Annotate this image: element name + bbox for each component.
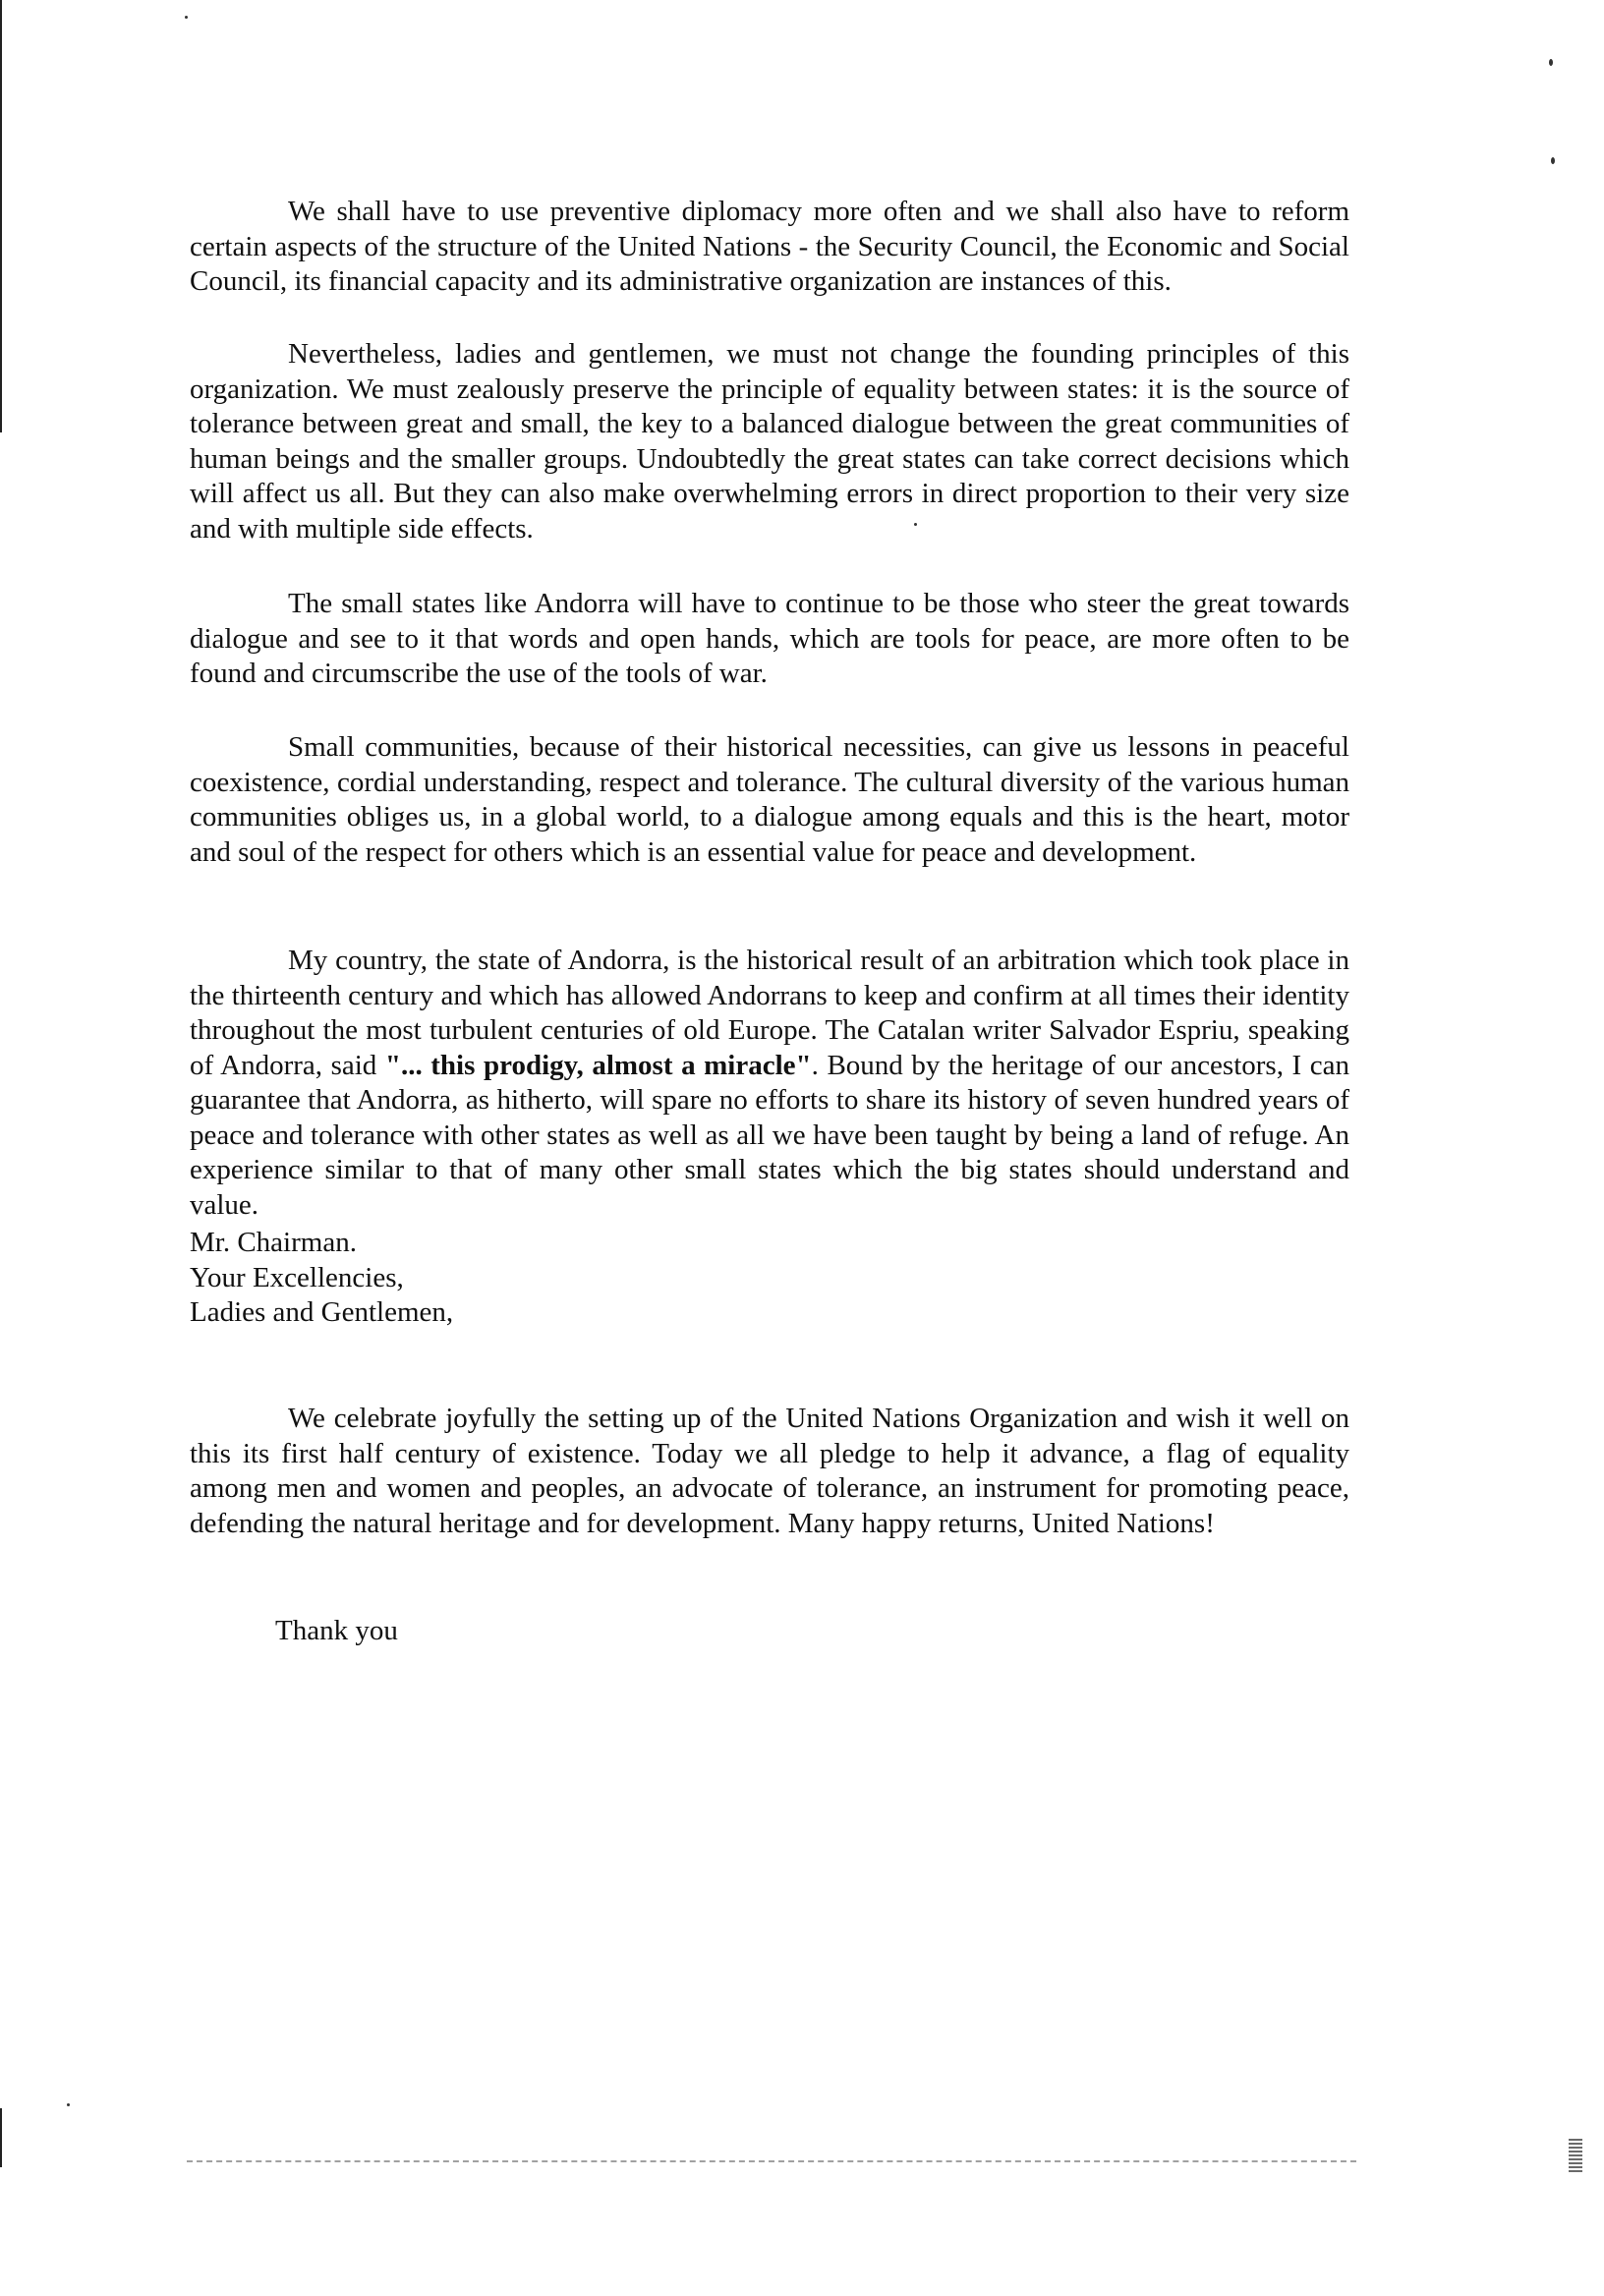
closing-thank-you: Thank you bbox=[275, 1615, 398, 1646]
scan-margin-line-top bbox=[0, 0, 2, 432]
salutation-excellencies: Your Excellencies, bbox=[190, 1261, 404, 1293]
espriu-quote: "... this prodigy, almost a miracle" bbox=[384, 1049, 812, 1081]
scan-bottom-dotted-line bbox=[187, 2160, 1356, 2162]
andorra-text-before: My country, the state of Andorra, is the historical result of an arbitration which took place in the thirteenth century and which has allowed Andorrans to keep and confirm at all times their identity throughout the most turbulent centuries of old Europe. The Catalan writer Salvador Espriu, speaking of Andorra, said bbox=[190, 945, 1349, 1081]
scan-margin-line-bottom bbox=[0, 2108, 2, 2167]
paragraph-andorra-history bbox=[190, 944, 1349, 1223]
paragraph-small-states: The small states like Andorra will have to continue to be those who steer the great towards dialogue and see to it that words and open hands, which are tools for peace, are more often to be found and circumscribe the use of the tools of war. bbox=[190, 588, 1349, 689]
scan-speck bbox=[185, 16, 188, 19]
paragraph-founding-principles: Nevertheless, ladies and gentlemen, we must not change the founding principles of this organization. We must zealously preserve the principle of equality between states: it is the source of tolerance between great and small, the key to a balanced dialogue between the great communities of human beings and the smaller groups. Undoubtedly the great states can take correct decisions which will affect us all. But they can also make overwhelming errors in direct proportion to their very size and with multiple side effects. bbox=[190, 338, 1349, 545]
scan-speck bbox=[67, 2103, 70, 2106]
andorra-text-after: . Bound by the heritage of our ancestors, I can guarantee that Andorra, as hitherto, will spare no efforts to share its history of seven hundred years of peace and tolerance with other states as well as all we have been taught by being a land of refuge. An experience similar to that of many other small states which the big states should understand and value. bbox=[190, 1049, 1349, 1221]
paragraph-reform: We shall have to use preventive diplomacy more often and we shall also have to reform certain aspects of the structure of the United Nations - the Security Council, the Economic and Social Council, its financial capacity and its administrative organization are instances of this. bbox=[190, 196, 1349, 297]
paragraph-celebration: We celebrate joyfully the setting up of the United Nations Organization and wish it well on this its first half century of existence. Today we all pledge to help it advance, a flag of equality among men and women and peoples, an advocate of tolerance, an instrument for promoting peace, defending the natural heritage and for development. Many happy returns, United Nations! bbox=[190, 1403, 1349, 1539]
scan-speck bbox=[1551, 157, 1555, 164]
scan-speck bbox=[1549, 59, 1553, 66]
salutation-chairman: Mr. Chairman. bbox=[190, 1227, 357, 1258]
salutation-block bbox=[190, 1226, 453, 1331]
salutation-ladies-gentlemen: Ladies and Gentlemen, bbox=[190, 1296, 454, 1328]
scan-corner-mark bbox=[1569, 2139, 1582, 2172]
paragraph-small-communities: Small communities, because of their historical necessities, can give us lessons in peaceful coexistence, cordial understanding, respect and tolerance. The cultural diversity of the various human communities obliges us, in a global world, to a dialogue among equals and this is the heart, motor and soul of the respect for others which is an essential value for peace and development. bbox=[190, 731, 1349, 868]
